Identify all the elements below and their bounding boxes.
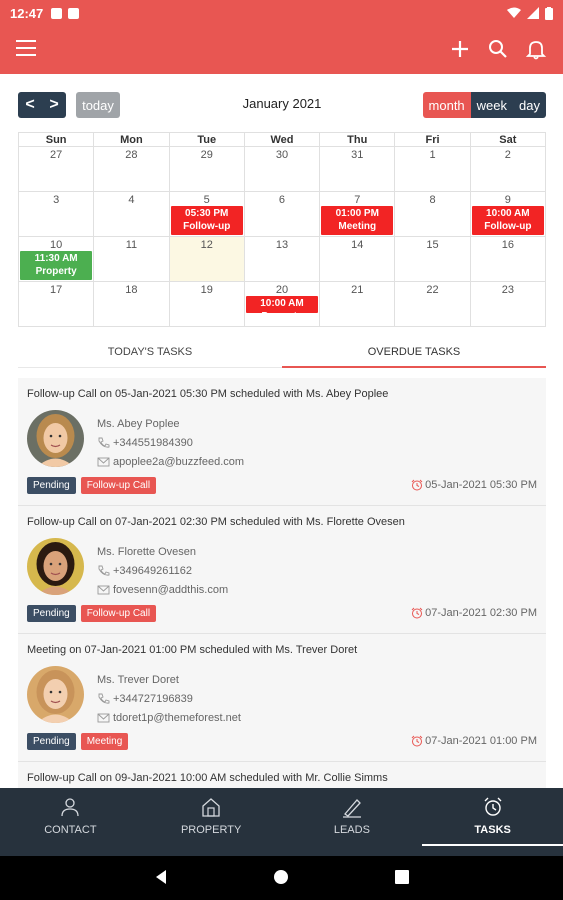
day-number: 16 [501,239,514,251]
calendar-day[interactable] [170,147,245,192]
calendar-day[interactable] [395,147,470,192]
task-badges [27,605,156,622]
nav-property-label: PROPERTY [180,824,242,836]
contact-phone[interactable]: +344727196839 [113,692,193,705]
task-title: Follow-up Call on 07-Jan-2021 02:30 PM scheduled with Ms. Florette Ovesen [27,516,405,528]
day-number: 18 [125,284,138,296]
alarm-icon [411,607,423,619]
calendar-day[interactable] [471,147,546,192]
day-number: 13 [275,239,289,251]
calendar-day[interactable] [320,147,395,192]
calendar-day[interactable] [395,237,470,282]
event-time: 11:30 AM [34,253,78,264]
view-switcher [423,92,546,118]
mail-icon [97,584,110,595]
event-time: 01:00 PM [335,208,379,219]
mail-icon [97,712,110,723]
calendar-event[interactable] [246,296,318,322]
add-icon[interactable] [448,37,472,61]
calendar-event[interactable] [171,206,243,235]
bell-icon[interactable] [524,37,548,61]
tab-overdue-tasks[interactable]: OVERDUE TASKS [282,340,546,368]
alarm-icon [411,479,423,491]
avatar [27,410,84,467]
status-time: 12:47 [10,5,44,21]
day-number: 12 [200,239,213,251]
event-label: Property [261,311,303,322]
calendar-week-row [19,237,546,282]
task-badges [27,477,156,494]
day-number: 17 [50,284,63,296]
month-view-button[interactable]: month [423,92,471,118]
contact-email[interactable]: tdoret1p@themeforest.net [113,711,241,724]
day-number: 3 [53,194,60,206]
weekday-label: Mon [94,133,169,147]
nav-leads-label: LEADS [333,824,370,836]
calendar-day-today[interactable] [170,237,245,282]
status-badge: Pending [27,477,76,494]
sd-card-icon [68,8,79,19]
signal-icon [527,7,539,19]
calendar-event[interactable] [472,206,544,235]
day-number: 22 [426,284,439,296]
day-number: 20 [275,284,289,296]
day-number: 31 [351,149,364,161]
prev-month-button[interactable]: < [18,92,42,118]
calendar-day[interactable] [94,192,169,237]
calendar-grid [18,132,546,327]
calendar-day[interactable] [19,282,94,327]
day-number: 21 [351,284,364,296]
task-title: Follow-up Call on 09-Jan-2021 10:00 AM scheduled with Mr. Collie Simms [27,772,388,784]
calendar-day[interactable] [471,192,546,237]
event-time: 10:00 AM [260,298,304,309]
wifi-icon [507,7,521,19]
day-view-button[interactable]: day [513,92,546,118]
weekday-header [19,133,546,147]
day-number: 19 [200,284,213,296]
day-number: 30 [275,149,289,161]
task-item[interactable] [18,762,546,788]
calendar-day[interactable] [170,192,245,237]
calendar-day[interactable] [395,282,470,327]
calendar-day[interactable] [245,192,320,237]
weekday-label: Sat [471,133,546,147]
calendar-day[interactable] [19,147,94,192]
event-time: 10:00 AM [486,208,530,219]
calendar-week-row [19,192,546,237]
event-time: 05:30 PM [185,208,229,219]
back-icon[interactable] [152,868,170,886]
weekday-label: Tue [170,133,245,147]
contact-email[interactable]: apoplee2a@buzzfeed.com [113,455,245,468]
next-month-button[interactable]: > [42,92,66,118]
today-button[interactable]: today [76,92,120,118]
task-item[interactable] [18,378,546,506]
calendar-day[interactable] [471,282,546,327]
calendar-day[interactable] [245,237,320,282]
weekday-label: Thu [320,133,395,147]
contact-info [97,670,241,727]
calendar-day[interactable] [94,237,169,282]
alarm-clock-icon [482,796,504,818]
calendar-day[interactable] [471,237,546,282]
phone-icon [97,565,110,576]
day-number: 1 [429,149,436,161]
avatar [27,538,84,595]
contact-name: Ms. Abey Poplee [97,417,180,430]
phone-icon [97,437,110,448]
nav-property[interactable] [141,788,282,856]
contact-name: Ms. Trever Doret [97,673,179,686]
week-view-button[interactable]: week [471,92,513,118]
calendar-day[interactable] [245,282,320,327]
event-label: Property [35,266,77,277]
task-datetime-text: 07-Jan-2021 01:00 PM [425,735,537,747]
day-number: 15 [426,239,439,251]
weekday-label: Wed [245,133,320,147]
task-type-badge: Follow-up Call [81,605,156,622]
task-datetime-text: 07-Jan-2021 02:30 PM [425,607,537,619]
phone-icon [97,693,110,704]
calendar-toolbar [18,90,546,120]
day-number: 11 [125,239,138,251]
leads-icon [341,796,363,818]
task-datetime [411,479,537,491]
bottom-nav [0,788,563,856]
day-number: 2 [504,149,511,161]
calendar-day[interactable] [320,192,395,237]
calendar-day[interactable] [19,237,94,282]
calendar-event[interactable] [321,206,393,235]
mail-icon [97,456,110,467]
day-number: 9 [504,194,511,206]
day-number: 29 [200,149,213,161]
task-datetime [411,735,537,747]
tab-todays-tasks[interactable]: TODAY'S TASKS [18,340,282,368]
menu-icon[interactable] [16,40,36,58]
calendar-day[interactable] [245,147,320,192]
day-number: 6 [278,194,286,206]
event-label: Follow-up [183,221,231,232]
calendar-day[interactable] [94,147,169,192]
day-number: 5 [203,194,210,206]
app-bar [0,26,563,74]
recents-icon[interactable] [393,868,411,886]
event-label: Meeting [338,221,377,232]
search-icon[interactable] [486,37,510,61]
system-nav-bar [0,856,563,900]
calendar-week-row [19,147,546,192]
task-datetime [411,607,537,619]
task-badges [27,733,128,750]
calendar-day[interactable] [170,282,245,327]
property-icon [200,796,222,818]
avatar [27,666,84,723]
home-icon[interactable] [272,868,290,886]
nav-contact-label: CONTACT [44,824,97,836]
weekday-label: Fri [395,133,470,147]
calendar-day[interactable] [19,192,94,237]
day-number: 14 [351,239,364,251]
calendar-week-row [19,282,546,327]
calendar-day[interactable] [320,282,395,327]
status-badge: Pending [27,605,76,622]
calendar-day[interactable] [94,282,169,327]
day-number: 10 [50,239,63,251]
nav-tasks-label: TASKS [474,824,511,836]
contact-info [97,414,244,471]
day-number: 7 [354,194,361,206]
task-item[interactable] [18,506,546,634]
calendar-day[interactable] [395,192,470,237]
calendar-title: January 2021 [242,96,322,111]
task-list[interactable] [18,378,546,788]
contact-email[interactable]: fovesenn@addthis.com [113,583,229,596]
notification-icon [51,8,62,19]
nav-tasks[interactable] [422,788,563,856]
nav-contact[interactable] [0,788,141,856]
contact-phone[interactable]: +349649261162 [113,564,193,577]
task-type-badge: Meeting [81,733,129,750]
task-item[interactable] [18,634,546,762]
task-tabs [18,340,546,368]
contact-phone[interactable]: +344551984390 [113,436,193,449]
status-bar [0,0,563,26]
calendar-day[interactable] [320,237,395,282]
task-type-badge: Follow-up Call [81,477,156,494]
day-number: 23 [501,284,514,296]
day-number: 8 [429,194,436,206]
task-title: Follow-up Call on 05-Jan-2021 05:30 PM scheduled with Ms. Abey Poplee [27,388,389,400]
contact-name: Ms. Florette Ovesen [97,545,197,558]
weekday-label: Sun [19,133,94,147]
contact-info [97,542,228,599]
alarm-icon [411,735,423,747]
task-datetime-text: 05-Jan-2021 05:30 PM [425,479,537,491]
day-number: 27 [50,149,63,161]
battery-icon [545,7,553,20]
nav-leads[interactable] [282,788,423,856]
calendar-nav [18,92,66,118]
task-title: Meeting on 07-Jan-2021 01:00 PM scheduled with Ms. Trever Doret [27,644,358,656]
event-label: Follow-up [484,221,532,232]
calendar-event[interactable] [20,251,92,280]
day-number: 28 [125,149,138,161]
day-number: 4 [128,194,135,206]
status-badge: Pending [27,733,76,750]
contact-icon [59,796,81,818]
